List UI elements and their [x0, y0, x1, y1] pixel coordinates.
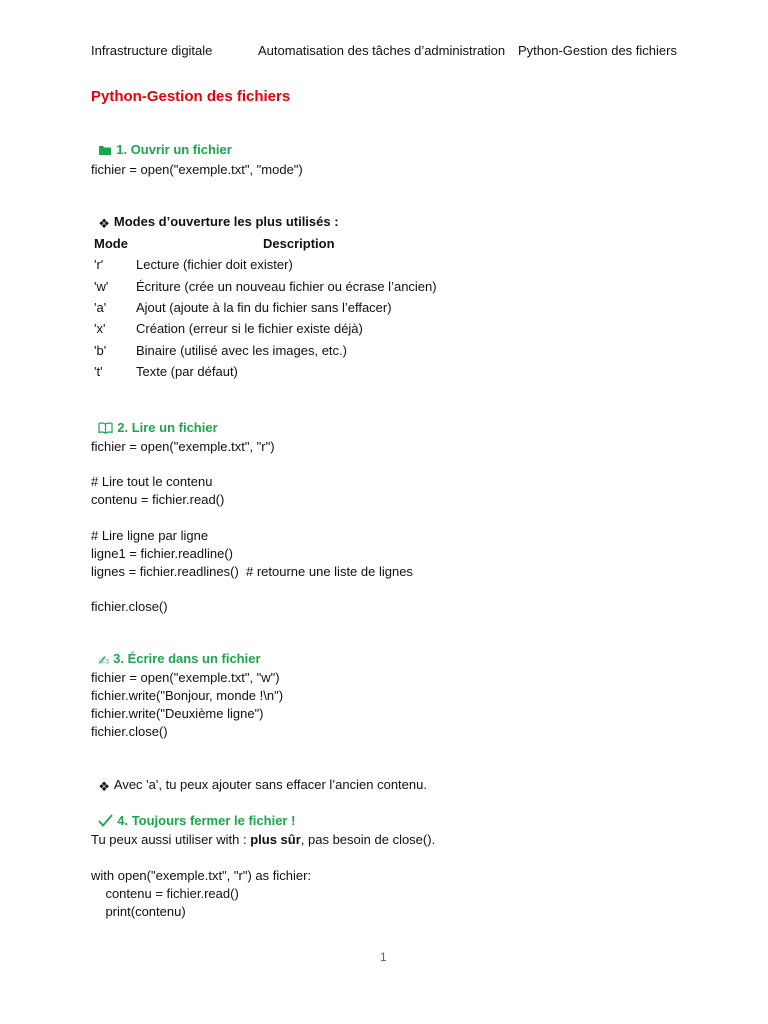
- header-left: Infrastructure digitale: [91, 43, 213, 58]
- code-line: lignes = fichier.readlines() # retourne une liste de lignes: [91, 564, 413, 579]
- code-line: ligne1 = fichier.readline(): [91, 546, 233, 561]
- table-cell-description: Texte (par défaut): [136, 364, 238, 379]
- code-line: fichier.close(): [91, 724, 168, 739]
- section-1-heading: [91, 126, 232, 160]
- table-cell-description: Écriture (crée un nouveau fichier ou écrase l’ancien): [136, 279, 437, 294]
- modes-heading: [91, 198, 339, 232]
- section-4-heading: [91, 797, 295, 831]
- table-cell-mode: 'b': [94, 343, 107, 358]
- code-line: fichier = open("exemple.txt", "r"): [91, 439, 275, 454]
- table-cell-description: Création (erreur si le fichier existe déjà): [136, 321, 363, 336]
- section-1-heading-text: 1. Ouvrir un fichier: [116, 142, 232, 157]
- page-title: Python-Gestion des fichiers: [91, 88, 291, 105]
- code-comment: # Lire tout le contenu: [91, 474, 213, 489]
- append-note-text: Avec 'a', tu peux ajouter sans effacer l’ancien contenu.: [113, 777, 427, 792]
- code-line: contenu = fichier.read(): [91, 492, 225, 507]
- code-line: fichier = open("exemple.txt", "mode"): [91, 162, 303, 177]
- table-cell-mode: 'w': [94, 279, 109, 294]
- with-intro-before: Tu peux aussi utiliser with :: [91, 832, 251, 847]
- table-cell-mode: 'x': [94, 321, 106, 336]
- book-icon: [98, 422, 113, 438]
- table-header-mode: Mode: [94, 236, 128, 251]
- code-line: contenu = fichier.read(): [91, 886, 239, 901]
- check-mark-icon: [98, 814, 113, 831]
- code-line: with open("exemple.txt", "r") as fichier:: [91, 868, 312, 883]
- code-line: print(contenu): [91, 904, 186, 919]
- section-4-heading-text: 4. Toujours fermer le fichier !: [117, 813, 296, 828]
- folder-icon: [98, 144, 112, 160]
- table-header-description: Description: [263, 236, 335, 251]
- with-intro-bold: plus sûr: [250, 832, 301, 847]
- section-2-heading: [91, 404, 218, 438]
- section-2-heading-text: 2. Lire un fichier: [117, 420, 218, 435]
- code-line: fichier.write("Bonjour, monde !\n"): [91, 688, 284, 703]
- diamond-icon: ❖: [98, 216, 110, 231]
- code-line: fichier.close(): [91, 599, 168, 614]
- code-comment: # Lire ligne par ligne: [91, 528, 209, 543]
- section-3-heading: [91, 635, 261, 669]
- diamond-icon: ❖: [98, 779, 110, 794]
- table-cell-description: Binaire (utilisé avec les images, etc.): [136, 343, 347, 358]
- with-intro: [91, 832, 435, 848]
- page-number: 1: [380, 950, 387, 964]
- table-cell-description: Lecture (fichier doit exister): [136, 257, 293, 272]
- section-3-heading-text: 3. Écrire dans un fichier: [113, 651, 261, 666]
- table-cell-mode: 'r': [94, 257, 104, 272]
- table-cell-mode: 't': [94, 364, 103, 379]
- header-right: Python-Gestion des fichiers: [518, 43, 677, 58]
- table-cell-mode: 'a': [94, 300, 107, 315]
- table-cell-description: Ajout (ajoute à la fin du fichier sans l’effacer): [136, 300, 392, 315]
- with-intro-after: , pas besoin de close().: [300, 832, 436, 847]
- code-line: fichier.write("Deuxième ligne"): [91, 706, 264, 721]
- modes-heading-text: Modes d’ouverture les plus utilisés :: [113, 214, 339, 229]
- header-center: Automatisation des tâches d’administration: [258, 43, 506, 58]
- code-line: fichier = open("exemple.txt", "w"): [91, 670, 280, 685]
- writing-hand-icon: ✍: [98, 653, 110, 668]
- append-note: [91, 761, 427, 795]
